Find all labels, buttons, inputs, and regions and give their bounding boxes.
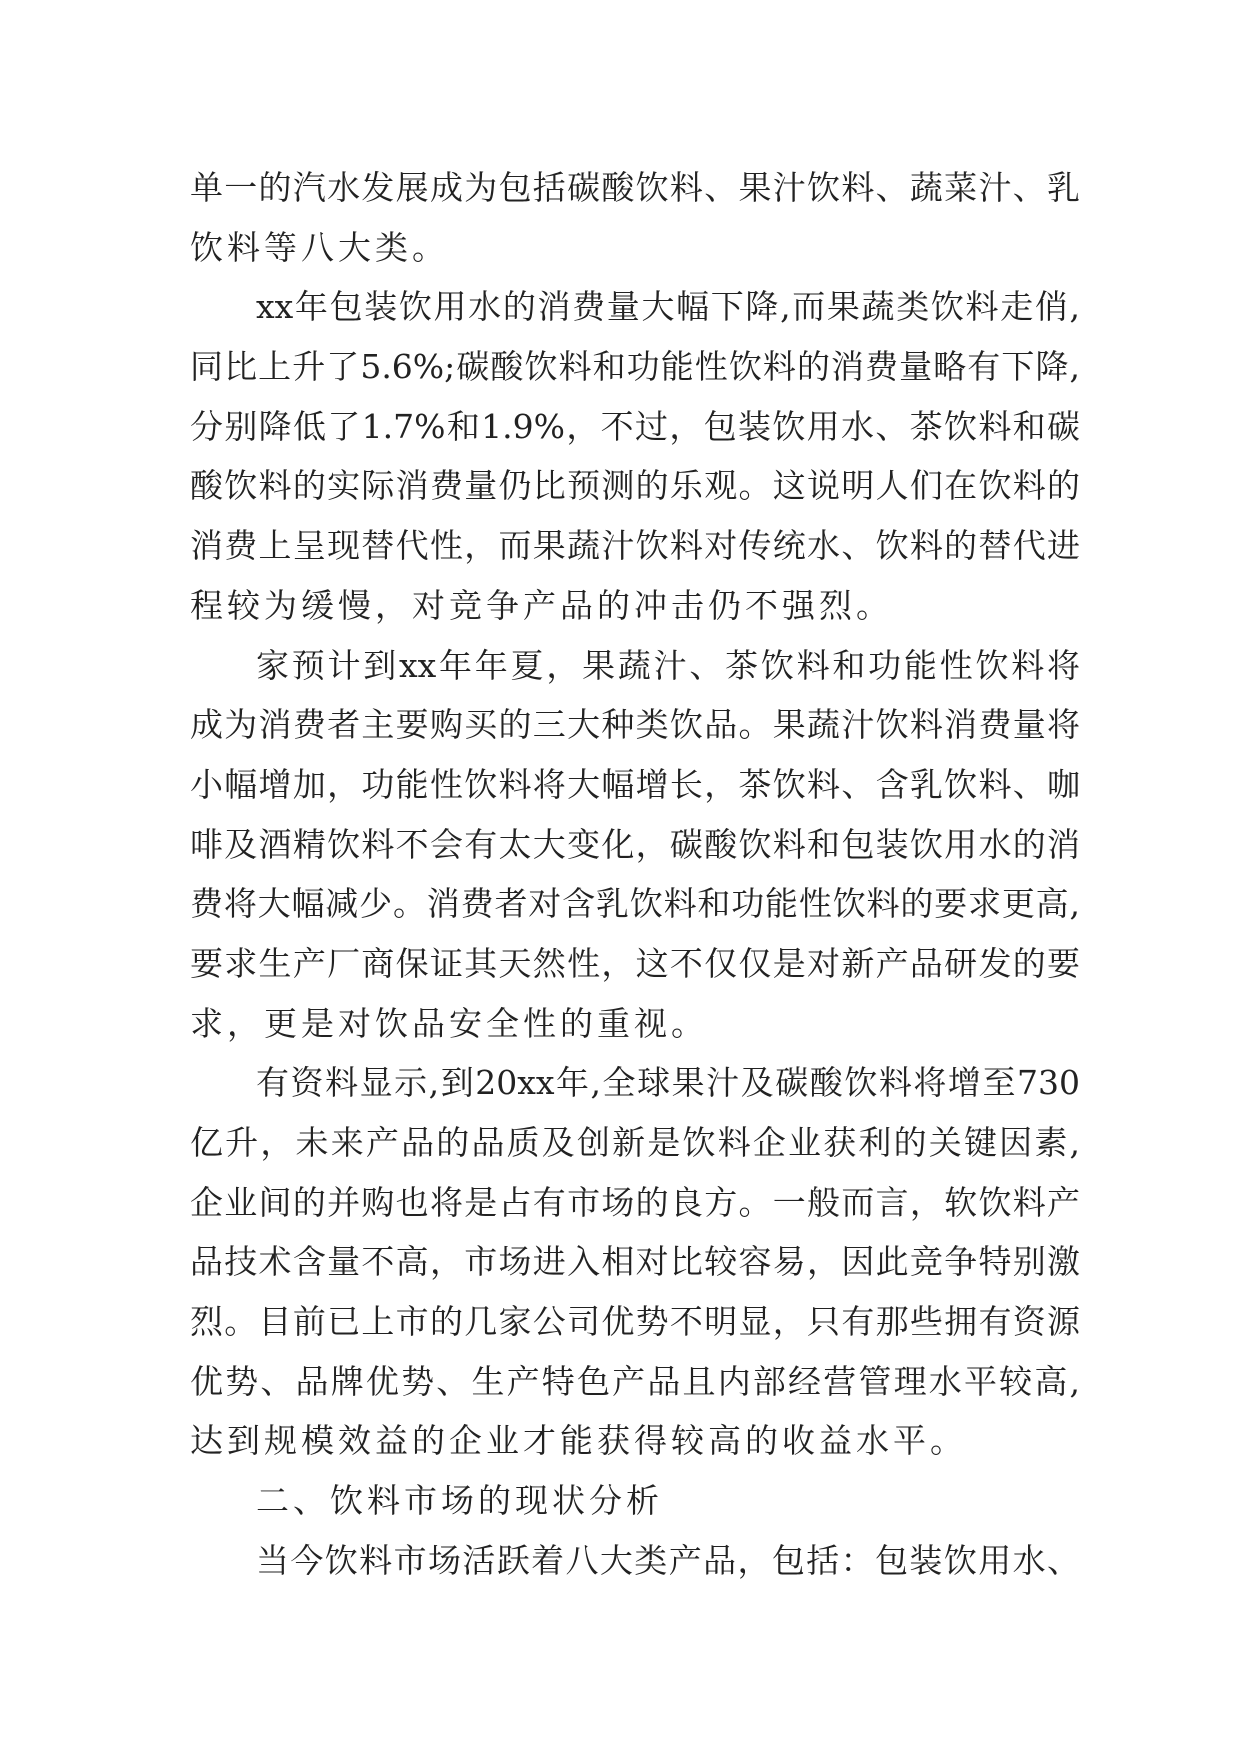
text-line: 同比上升了5.6%;碳酸饮料和功能性饮料的消费量略有下降, (190, 347, 1080, 387)
text-line: 达到规模效益的企业才能获得较高的收益水平。 (190, 1421, 967, 1461)
text-line: 品技术含量不高，市场进入相对比较容易，因此竞争特别激 (190, 1242, 1080, 1282)
text-line: 饮料等八大类。 (190, 227, 449, 267)
body-text (190, 158, 1080, 1591)
text-line: xx年包装饮用水的消费量大幅下降,而果蔬类饮料走俏, (256, 287, 1080, 327)
text-line: 单一的汽水发展成为包括碳酸饮料、果汁饮料、蔬菜汁、乳 (190, 168, 1080, 207)
text-line: 二、饮料市场的现状分析 (256, 1481, 663, 1521)
text-line: 啡及酒精饮料不会有太大变化，碳酸饮料和包装饮用水的消 (190, 824, 1080, 864)
text-line: 要求生产厂商保证其天然性，这不仅仅是对新产品研发的要 (190, 943, 1080, 983)
text-line: 优势、品牌优势、生产特色产品且内部经营管理水平较高, (190, 1361, 1080, 1401)
text-line: 亿升，未来产品的品质及创新是饮料企业获利的关键因素, (190, 1123, 1080, 1162)
text-line: 酸饮料的实际消费量仍比预测的乐观。这说明人们在饮料的 (190, 466, 1080, 506)
text-line: 烈。目前已上市的几家公司优势不明显，只有那些拥有资源 (190, 1302, 1080, 1342)
text-line: 消费上呈现替代性，而果蔬汁饮料对传统水、饮料的替代进 (190, 526, 1080, 566)
text-line: 有资料显示,到20xx年,全球果汁及碳酸饮料将增至730 (256, 1063, 1080, 1103)
text-line: 费将大幅减少。消费者对含乳饮料和功能性饮料的要求更高, (190, 884, 1080, 924)
text-line: 小幅增加，功能性饮料将大幅增长，茶饮料、含乳饮料、咖 (190, 764, 1080, 804)
text-line: 家预计到xx年年夏，果蔬汁、茶饮料和功能性饮料将 (256, 645, 1080, 685)
text-line: 成为消费者主要购买的三大种类饮品。果蔬汁饮料消费量将 (190, 705, 1080, 745)
text-line: 程较为缓慢，对竞争产品的冲击仍不强烈。 (190, 585, 893, 625)
text-line: 分别降低了1.7%和1.9%，不过，包装饮用水、茶饮料和碳 (190, 406, 1080, 446)
text-line: 当今饮料市场活跃着八大类产品，包括：包装饮用水、 (256, 1540, 1080, 1580)
text-line: 企业间的并购也将是占有市场的良方。一般而言，软饮料产 (190, 1182, 1080, 1222)
text-line: 求，更是对饮品安全性的重视。 (190, 1003, 708, 1043)
